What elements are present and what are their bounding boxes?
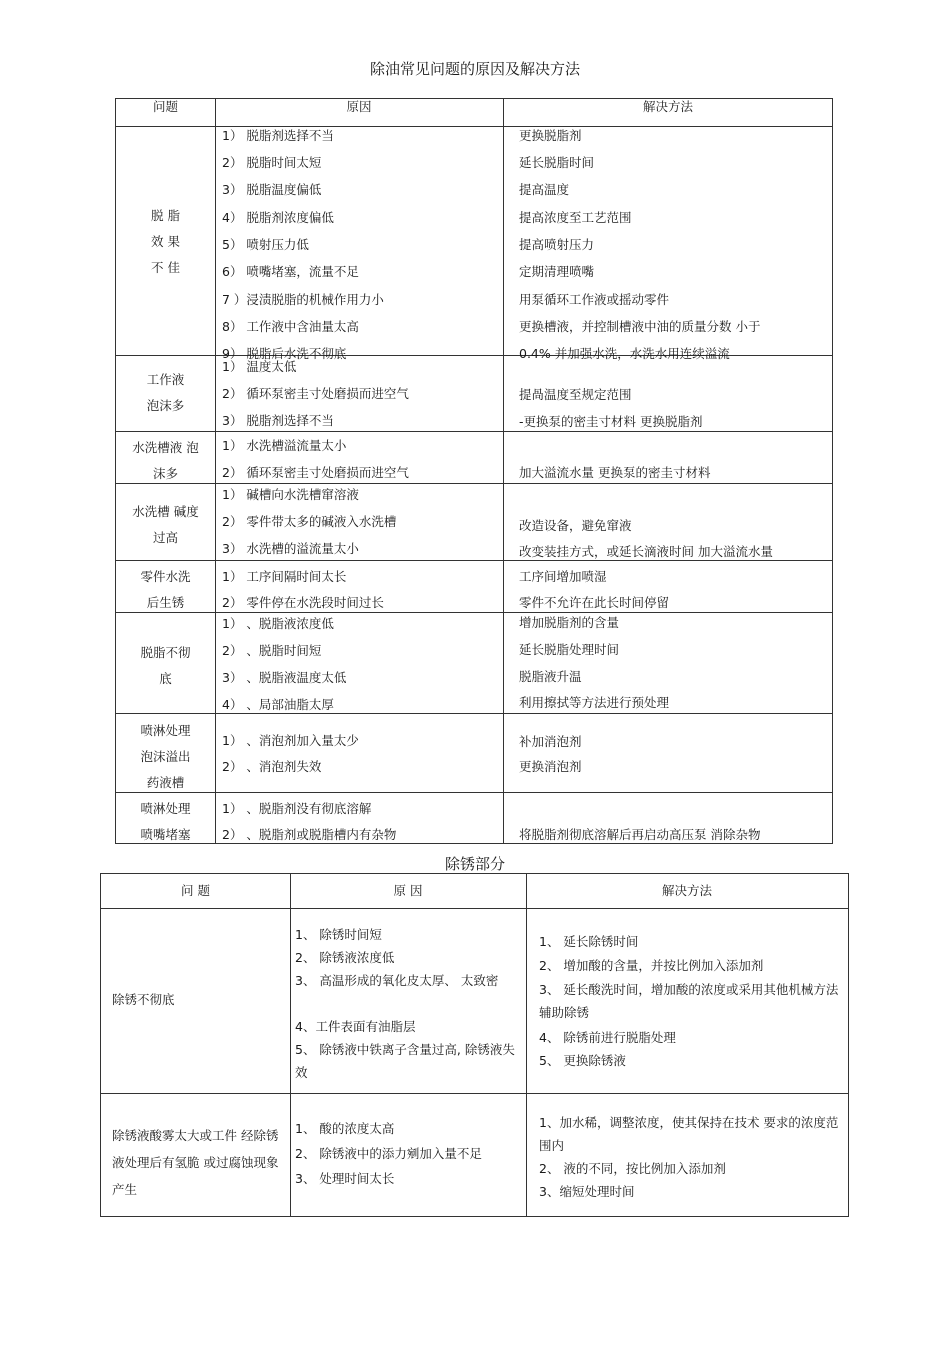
cause-item: 2、 除锈液中的添力剜加入量不足: [295, 1146, 482, 1161]
header-problem: 问题: [152, 99, 178, 114]
cause-item: 3、 高温形成的氧化皮太厚、 太致密: [295, 973, 499, 988]
cause-item: 2） 循环泵密圭寸处磨损而进空气: [222, 386, 409, 401]
cause-item: 2） 、脱脂剂或脱脂槽内有杂物: [222, 827, 397, 842]
column-divider: [503, 99, 504, 843]
cause-item: 1） 水洗槽溢流量太小: [222, 438, 347, 453]
problem-cell: 水洗槽液 泡 沫多: [132, 440, 199, 481]
solution-item: 脱脂液升温: [519, 669, 582, 684]
solution-item: 加大溢流水量 更换泵的密圭寸材料: [519, 465, 711, 480]
row-divider: [116, 713, 832, 714]
solution-item: 零件不允许在此长时间停留: [519, 595, 670, 610]
cause-item: 4） 脱脂剂浓度偏低: [222, 210, 334, 225]
solution-item: 用泵循环工作液或摇动零件: [519, 292, 670, 307]
row-divider: [116, 126, 832, 127]
problem-cell: 水洗槽 碱度 过高: [132, 504, 199, 545]
solution-item: 更换消泡剂: [519, 759, 582, 774]
solution-item: 1、加水稀，调整浓度，使其保持在技术 要求的浓度范围内: [539, 1115, 839, 1153]
row-divider: [116, 560, 832, 561]
cause-item: 6） 喷嘴堵塞，流量不足: [222, 264, 359, 279]
header-problem: 问 题: [181, 883, 210, 898]
solution-item: 更换槽液，并控制槽液中油的质量分数 小于: [519, 319, 761, 334]
solution-item: -更换泵的密圭寸材料 更换脱脂剂: [519, 414, 703, 429]
cause-item: 7 ）浸渍脱脂的机械作用力小: [222, 292, 384, 307]
column-divider: [290, 874, 291, 1216]
cause-item: 5、 除锈液中铁离子含量过高, 除锈液失效: [295, 1042, 515, 1080]
cause-item: 1） 、脱脂液浓度低: [222, 616, 334, 631]
cause-item: 2） 零件带太多的碱液入水洗槽: [222, 514, 397, 529]
problem-cell: 工作液 泡沫多: [146, 372, 185, 413]
solution-item: 提高温度: [519, 182, 570, 197]
row-divider: [116, 431, 832, 432]
solution-item: 3、 延长酸洗时间，增加酸的浓度或采用其他机械方法辅助除锈: [539, 982, 839, 1020]
cause-item: 2） 脱脂时间太短: [222, 155, 322, 170]
header-cause: 原因: [346, 99, 372, 114]
cause-item: 1） 工序间隔时间太长: [222, 569, 347, 584]
section-title: 除锈部分: [444, 855, 505, 873]
cause-item: 1、 酸的浓度太高: [295, 1121, 395, 1136]
cause-item: 1） 脱脂剂选择不当: [222, 128, 334, 143]
cause-item: 1） 、脱脂剂没有彻底溶解: [222, 801, 372, 816]
solution-item: 改造设备，避免窜液: [519, 518, 632, 533]
cause-item: 2） 零件停在水洗段时间过长: [222, 595, 384, 610]
cause-item: 4） 、局部油脂太厚: [222, 697, 334, 712]
problem-cell: 零件水洗 后生锈: [140, 569, 191, 610]
row-divider: [101, 908, 848, 909]
derusting-table: [100, 873, 849, 1217]
solution-item: 2、 液的不同，按比例加入添加剂: [539, 1161, 726, 1176]
row-divider: [116, 483, 832, 484]
problem-cell: 喷淋处理 泡沫溢出 药液槽: [140, 723, 191, 790]
solution-item: 提高浓度至工艺范围: [519, 210, 632, 225]
header-cause: 原 因: [393, 883, 423, 898]
problem-cell: 脱脂不彻 底: [140, 645, 191, 686]
solution-item: 补加消泡剂: [519, 734, 582, 749]
solution-item: 利用擦拭等方法进行预处理: [519, 695, 670, 710]
header-solution: 解决方法: [661, 883, 712, 898]
solution-item: 提高喷射压力: [519, 237, 595, 252]
degreasing-table: [115, 98, 833, 844]
row-divider: [101, 1093, 848, 1094]
cause-item: 5） 喷射压力低: [222, 237, 309, 252]
cause-item: 1、 除锈时间短: [295, 927, 382, 942]
cause-item: 3） 脱脂温度偏低: [222, 182, 322, 197]
problem-cell: 脱 脂 效 果 不 佳: [151, 208, 180, 275]
solution-item: 将脱脂剂彻底溶解后再启动高压泵 消除杂物: [519, 827, 761, 842]
problem-cell: 喷淋处理 喷嘴堵塞: [140, 801, 191, 842]
cause-item: 8） 工作液中含油量太高: [222, 319, 359, 334]
solution-item: 延长脱脂时间: [519, 155, 595, 170]
cause-item: 3） 水洗槽的溢流量太小: [222, 541, 359, 556]
solution-item: 提咼温度至规定范围: [519, 387, 632, 402]
cause-item: 2） 循环泵密圭寸处磨损而进空气: [222, 465, 409, 480]
cause-item: 4、工件表面有油脂层: [295, 1019, 416, 1034]
solution-item: 0.4% 并加强水洗，水洗水用连续溢流: [519, 346, 730, 361]
solution-item: 2、 增加酸的含量，并按比例加入添加剂: [539, 958, 764, 973]
column-divider: [215, 99, 216, 843]
solution-item: 工序间增加喷湿: [519, 569, 607, 584]
solution-item: 5、 更换除锈液: [539, 1053, 626, 1068]
cause-item: 2） 、消泡剂失效: [222, 759, 322, 774]
row-divider: [116, 612, 832, 613]
cause-item: 2、 除锈液浓度低: [295, 950, 395, 965]
solution-item: 3、缩短处理时间: [539, 1184, 635, 1199]
solution-item: 定期清理喷嘴: [519, 264, 595, 279]
cause-item: 1） 温度太低: [222, 359, 297, 374]
cause-item: 1） 碱槽向水洗槽窜溶液: [222, 487, 359, 502]
cause-item: 3、 处理时间太长: [295, 1171, 395, 1186]
cause-item: 3） 、脱脂液温度太低: [222, 670, 347, 685]
page-title: 除油常见问题的原因及解决方法: [369, 60, 580, 78]
cause-item: 1） 、消泡剂加入量太少: [222, 733, 359, 748]
cause-item: 9） 脱脂后水洗不彻底: [222, 346, 347, 361]
solution-item: 增加脱脂剂的含量: [519, 615, 620, 630]
solution-item: 4、 除锈前进行脱脂处理: [539, 1030, 676, 1045]
row-divider: [116, 792, 832, 793]
column-divider: [526, 874, 527, 1216]
solution-item: 更换脱脂剂: [519, 128, 582, 143]
cause-item: 3） 脱脂剂选择不当: [222, 413, 334, 428]
solution-item: 延长脱脂处理时间: [519, 642, 620, 657]
cause-item: 2） 、脱脂时间短: [222, 643, 322, 658]
header-solution: 解决方法: [642, 99, 693, 114]
problem-cell: 除锈不彻底: [112, 992, 175, 1007]
solution-item: 1、 延长除锈时间: [539, 934, 639, 949]
problem-cell: 除锈液酸雾太大或工件 经除锈液处理后有氢脆 或过腐蚀现象产生: [112, 1128, 279, 1197]
solution-item: 改变装挂方式，或延长滴液时间 加大溢流水量: [519, 544, 773, 559]
